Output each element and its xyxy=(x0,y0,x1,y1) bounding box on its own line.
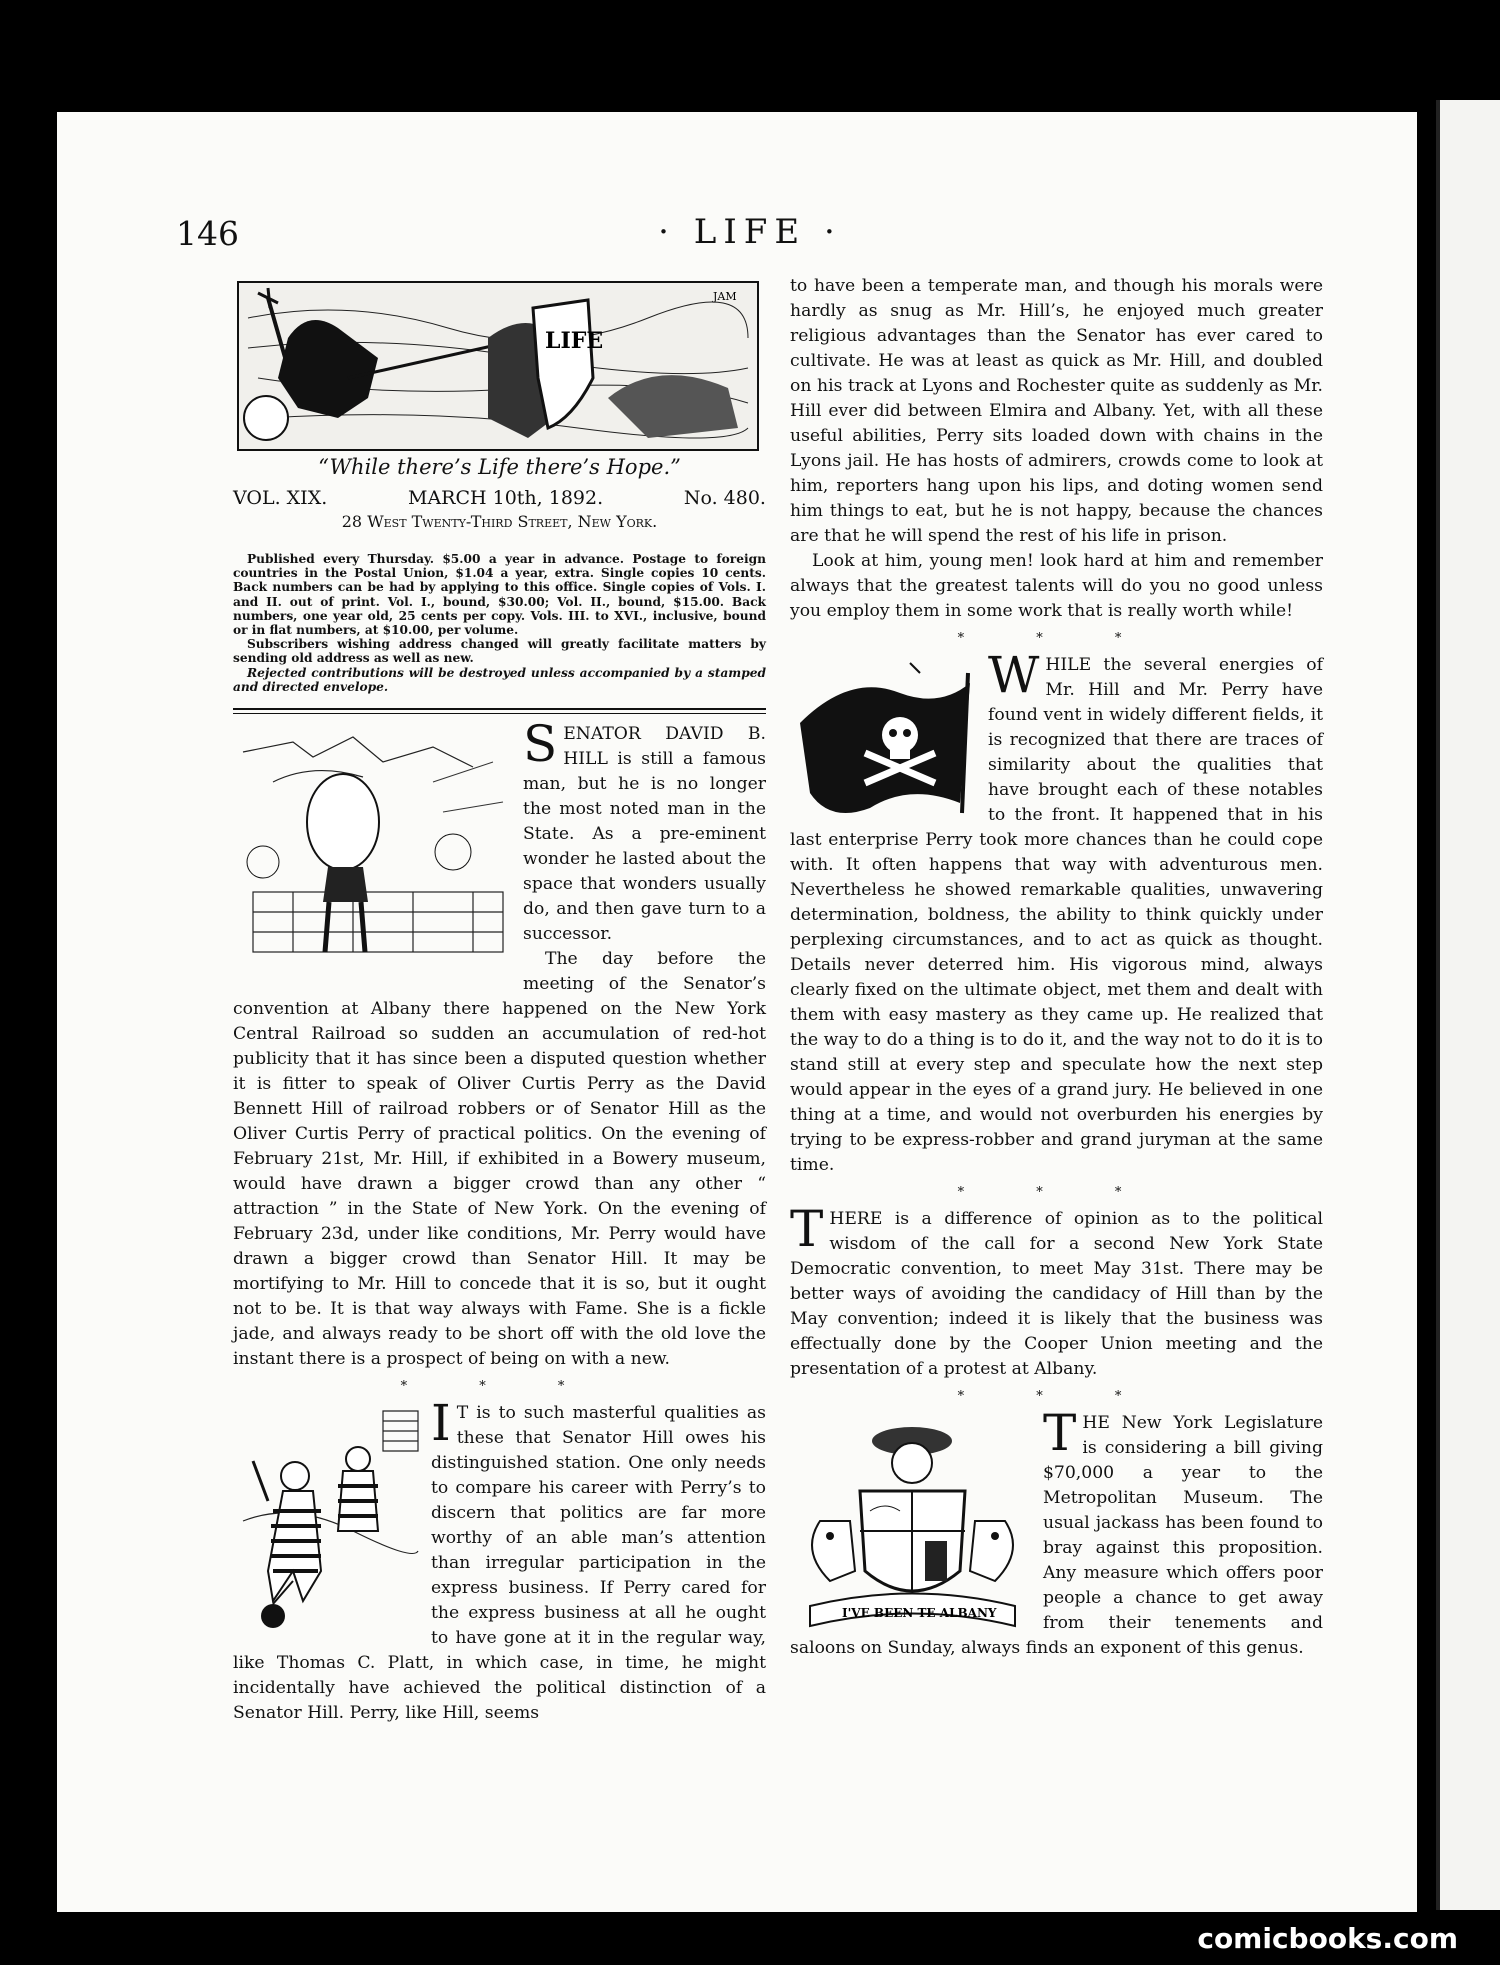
pirate-flag-illustration xyxy=(790,653,980,821)
left-column xyxy=(233,715,766,1726)
masthead-title: · LIFE · xyxy=(658,212,842,252)
issue-number: No. 480. xyxy=(683,487,766,509)
volume-number: VOL. XIX. xyxy=(233,487,328,509)
article1-p2: The day before the meeting of the Senator’s convention at Albany there happened on the New York Central Railroad so sudden an accumulation of red-hot publicity that it has since been a disputed question whether it is fitter to speak of Oliver Curtis Perry as the David Bennett Hill of railroad robbers or of Senator Hill as the Oliver Curtis Perry of practical politics. On the evening of February 21st, Mr. Hill, if exhibited in a Bowery museum, would have drawn a bigger crowd than any other “ attraction ” in the State of New York. On the evening of February 23d, under like conditions, Mr. Perry would have drawn a bigger crowd than Senator Hill. It may be mortifying to Mr. Hill to concede that it is so, but it ought not to be. It is that way always with Fame. She is a fickle jade, and always ready to be short off with the old love the instant there is a prospect of being on with a new. xyxy=(233,949,766,1369)
masthead-cartoon xyxy=(228,278,768,452)
right-column xyxy=(790,274,1323,1661)
article3-text: the several energies of Mr. Hill and Mr. Perry have found vent in widely different fields, it is recognized that there are traces of similarity about the qualities that have brought each of these notables to the front. It happened that in his last enterprise Perry took more chances than he could cope with. It often happens that way with adventurous men. Nevertheless he showed remarkable qualities, unwavering determination, boldness, the ability to think quickly under perplexing circumstances, and to act as quick as thought. Details never deterred him. His vigorous mind, always clearly fixed on the ultimate object, met them and dealt with them with easy mastery as they came up. He realized that the way to do a thing is to do it, and the way not to do it is to stand still at every step and speculate how the next step would appear in the eyes of a grand jury. He believed in one thing at a time, and would not overburden his energies by trying to be express-robber and grand juryman at the same time. xyxy=(790,655,1324,1175)
dropcap-t2: T xyxy=(1043,1404,1077,1462)
dropcap-i: I xyxy=(431,1394,451,1452)
humpty-hill-illustration xyxy=(233,722,515,990)
article5-text: New York Legislature is considering a bill giving $70,000 a year to the Metropolitan Museum. The usual jackass has been found to bray against this proposition. Any measure which offers poor people a chance to get away from their tenements and saloons on Sunday, always finds an exponent of this genus. xyxy=(790,1413,1323,1658)
convicts-illustration xyxy=(233,1401,423,1631)
article5-lead: HE xyxy=(1082,1413,1110,1433)
article4-text: is a difference of opinion as to the political wisdom of the call for a second New York State Democratic convention, to meet May 31st. There may be better ways of avoiding the candidacy of Hill than by the May convention; indeed it is likely that the business was effectually done by the Cooper Union meeting and the presentation of a protest at Albany. xyxy=(790,1209,1323,1379)
notice-published: Published every Thursday. $5.00 a year in advance. Postage to foreign countries in the Postal Union, $1.04 a year, extra. Single copies 10 cents. Back numbers can be had by applying to this office. Single copies of Vols. I. and II. out of print. Vol. I., bound, $30.00; Vol. II., bound, $15.00. Back numbers, one year old, 25 cents per copy. Vols. III. to XVI., inclusive, bound or in flat numbers, at $10.00, per volume. xyxy=(233,552,766,638)
issue-date: MARCH 10th, 1892. xyxy=(407,487,604,509)
subscription-notice xyxy=(233,552,766,694)
section-separator: * * * xyxy=(957,1389,1156,1404)
dropcap-w: W xyxy=(988,646,1040,704)
article4-lead: HERE xyxy=(829,1209,883,1229)
article1-lead: ENATOR DAVID B. HILL xyxy=(563,724,766,769)
adjacent-page-edge xyxy=(1436,100,1500,1910)
coat-of-arms-illustration xyxy=(790,1411,1035,1636)
shield-text: LIFE xyxy=(545,328,604,354)
section-separator: * * * xyxy=(400,1379,599,1394)
section-separator: * * * xyxy=(957,1185,1156,1200)
volume-line xyxy=(233,487,766,509)
cartoon-signature: JAM xyxy=(713,290,737,303)
section-separator: * * * xyxy=(957,631,1156,646)
egg-head xyxy=(307,774,379,870)
publisher-address: 28 West Twenty-Third Street, New York. xyxy=(341,512,658,531)
motto: “While there’s Life there’s Hope.” xyxy=(318,455,681,479)
article2-continued: to have been a temperate man, and though his morals were hardly as snug as Mr. Hill’s, he enjoyed much greater religious advantages than the Senator has ever cared to cultivate. He was at least as quick as Mr. Hill, and doubled on his track at Lyons and Rochester quite as suddenly as Mr. Hill ever did between Elmira and Albany. Yet, with all these useful abilities, Perry sits loaded down with chains in the Lyons jail. He has hosts of admirers, crowds come to look at him, reporters hang upon his lips, and doting women send him things to eat, but he is not happy, because the chances are that he will spend the rest of his life in prison. xyxy=(790,276,1323,546)
dropcap-s: S xyxy=(523,715,558,773)
dropcap-t: T xyxy=(790,1200,824,1258)
article2-text: T is to such masterful qualities as these that Senator Hill owes his distinguished station. One only needs to compare his career with Perry’s to discern that politics are far more worthy of an able man’s attention than irregular participation in the express business. If Perry cared for the express business at all he ought to have gone at it in the regular way, like Thomas C. Platt, in which case, in time, he might incidentally have achieved the political distinction of a Senator Hill. Perry, like Hill, seems xyxy=(233,1403,766,1723)
banner-text: I'VE BEEN TE ALBANY xyxy=(842,1606,997,1620)
notice-rejected: Rejected contributions will be destroyed unless accompanied by a stamped and directed envelope. xyxy=(233,665,766,694)
article1-p1: is still a famous man, but he is no longer the most noted man in the State. As a pre-eminent wonder he lasted about the space that wonders usually do, and then gave turn to a successor. xyxy=(523,749,766,944)
article3-lead: HILE xyxy=(1045,655,1092,675)
divider-rule xyxy=(233,708,766,714)
convict-figure xyxy=(268,1491,321,1601)
notice-subscribers: Subscribers wishing address changed will greatly facilitate matters by sending old address as well as new. xyxy=(233,637,766,666)
page-number: 146 xyxy=(176,214,239,253)
watermark: comicbooks.com xyxy=(1197,1922,1458,1955)
article2-p2: Look at him, young men! look hard at him and remember always that the greatest talents will do you no good unless you employ them in some work that is really worth while! xyxy=(790,551,1323,621)
